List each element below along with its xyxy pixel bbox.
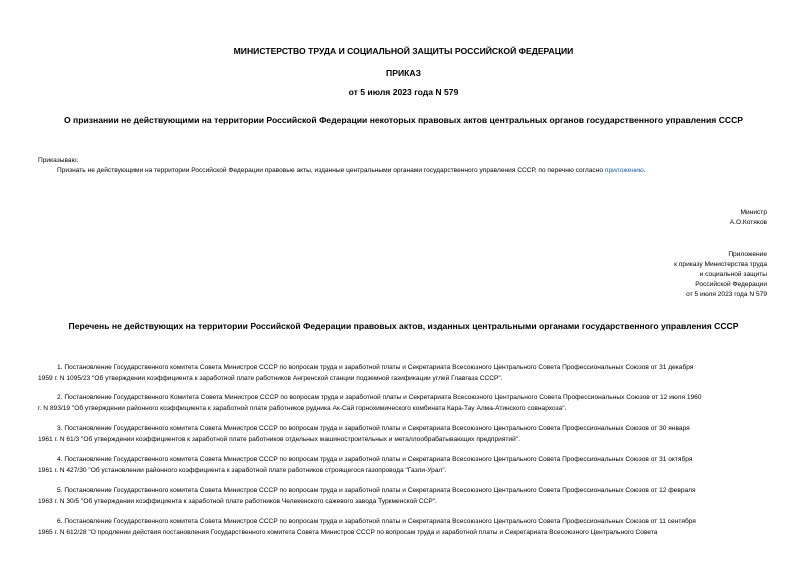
list-title: Перечень не действующих на территории Российской Федерации правовых актов, изданных центральными органами государственного управления СССР xyxy=(68,321,739,331)
appendix-line: от 5 июля 2023 года N 579 xyxy=(686,291,767,298)
list-item-line: 2. Постановление Государственного Комитета Совета Министров СССР по вопросам труда и заработной платы и Секретариата Всесоюзного Центрального Совета Профессиональных Союзов от 12 июля 1960 xyxy=(57,394,702,401)
appendix-line: и социальной защиты xyxy=(699,271,767,278)
doc-title: О признании не действующими на территории Российской Федерации некоторых правовых актов центральных органов государственного управления СССР xyxy=(63,115,744,125)
signature-block xyxy=(730,208,767,228)
appendix-header xyxy=(674,250,767,300)
order-text: Признать не действующими на территории Российской Федерации правовые акты, изданные центральными органами государственного управления СССР, по перечню согласно xyxy=(57,167,604,174)
list-item-line: 6. Постановление Государственного комитета Совета Министров СССР по вопросам труда и заработной платы и Секретариата Всесоюзного Центрального Совета Профессиональных Союзов от 11 сентября xyxy=(57,518,696,525)
doc-type: ПРИКАЗ xyxy=(386,68,421,78)
appendix-line: к приказу Министерства труда xyxy=(674,261,767,268)
list-item-line: 1965 г. N 612/28 "О продлении действия постановления Государственного комитета Совета Министров СССР по вопросам труда и заработной платы и Секретариата Всесоюзного Центрального Совета xyxy=(38,529,658,536)
doc-date-number: от 5 июля 2023 года N 579 xyxy=(348,87,459,97)
list-item xyxy=(38,454,770,476)
appendix-line: Российской Федерации xyxy=(695,281,767,288)
list-item-line: 1961 г. N 427/30 "Об установлении районного коэффициента к заработной плате работников строящегося газопровода "Газли-Урал". xyxy=(38,467,447,474)
list-item-line: 5. Постановление Государственного комитета Совета Министров СССР по вопросам труда и заработной платы и Секретариата Всесоюзного Центрального Совета Профессиональных Союзов от 12 февраля xyxy=(57,487,696,494)
list-item-line: 1. Постановление Государственного комитета Совета Министров СССР по вопросам труда и заработной платы и Секретариата Всесоюзного Центрального Совета Профессиональных Союзов от 31 декабря xyxy=(57,364,694,371)
list-item-line: 3. Постановление Государственного комитета Совета Министров СССР по вопросам труда и заработной платы и Секретариата Всесоюзного Центрального Совета Профессиональных Союзов от 30 января xyxy=(57,425,690,432)
list-item xyxy=(38,423,770,445)
list-item-line: 1963 г. N 30/5 "Об утверждении коэффициента к заработной плате работников Челекенского сажевого завода Туркменской ССР". xyxy=(38,498,437,505)
signature-position: Министр xyxy=(740,209,767,216)
appendix-line: Приложение xyxy=(728,251,767,258)
list-item xyxy=(38,392,770,414)
ministry-heading: МИНИСТЕРСТВО ТРУДА И СОЦИАЛЬНОЙ ЗАЩИТЫ РОССИЙСКОЙ ФЕДЕРАЦИИ xyxy=(233,46,574,56)
appendix-link[interactable]: приложению xyxy=(604,167,644,174)
list-item-line: 1959 г. N 1095/23 "Об утверждении коэффициента к заработной плате работников Ангренской станции подземной газификации углей Главгаза СССР". xyxy=(38,375,503,382)
list-item-line: 4. Постановление Государственного комитета Совета Министров СССР по вопросам труда и заработной платы и Секретариата Всесоюзного Центрального Совета Профессиональных Союзов от 31 октября xyxy=(57,456,693,463)
list-item xyxy=(38,362,770,384)
list-item-line: 1961 г. N 61/3 "Об утверждении коэффициентов к заработной плате работников отдельных машиностроительных и металлообрабатывающих предприятий". xyxy=(38,436,520,443)
order-end: . xyxy=(643,167,646,174)
signature-name: А.О.Котяков xyxy=(729,219,767,226)
order-word: Приказываю: xyxy=(38,157,79,164)
list-item-line: г. N 893/19 "Об утверждении районного коэффициента к заработной плате работников рудника Ак-Сай горнохимического комбината Кара-Тау Алма-Атинского совнархоза". xyxy=(38,405,567,412)
list-item xyxy=(38,485,770,507)
list-item xyxy=(38,516,770,538)
order-paragraph xyxy=(57,166,646,176)
